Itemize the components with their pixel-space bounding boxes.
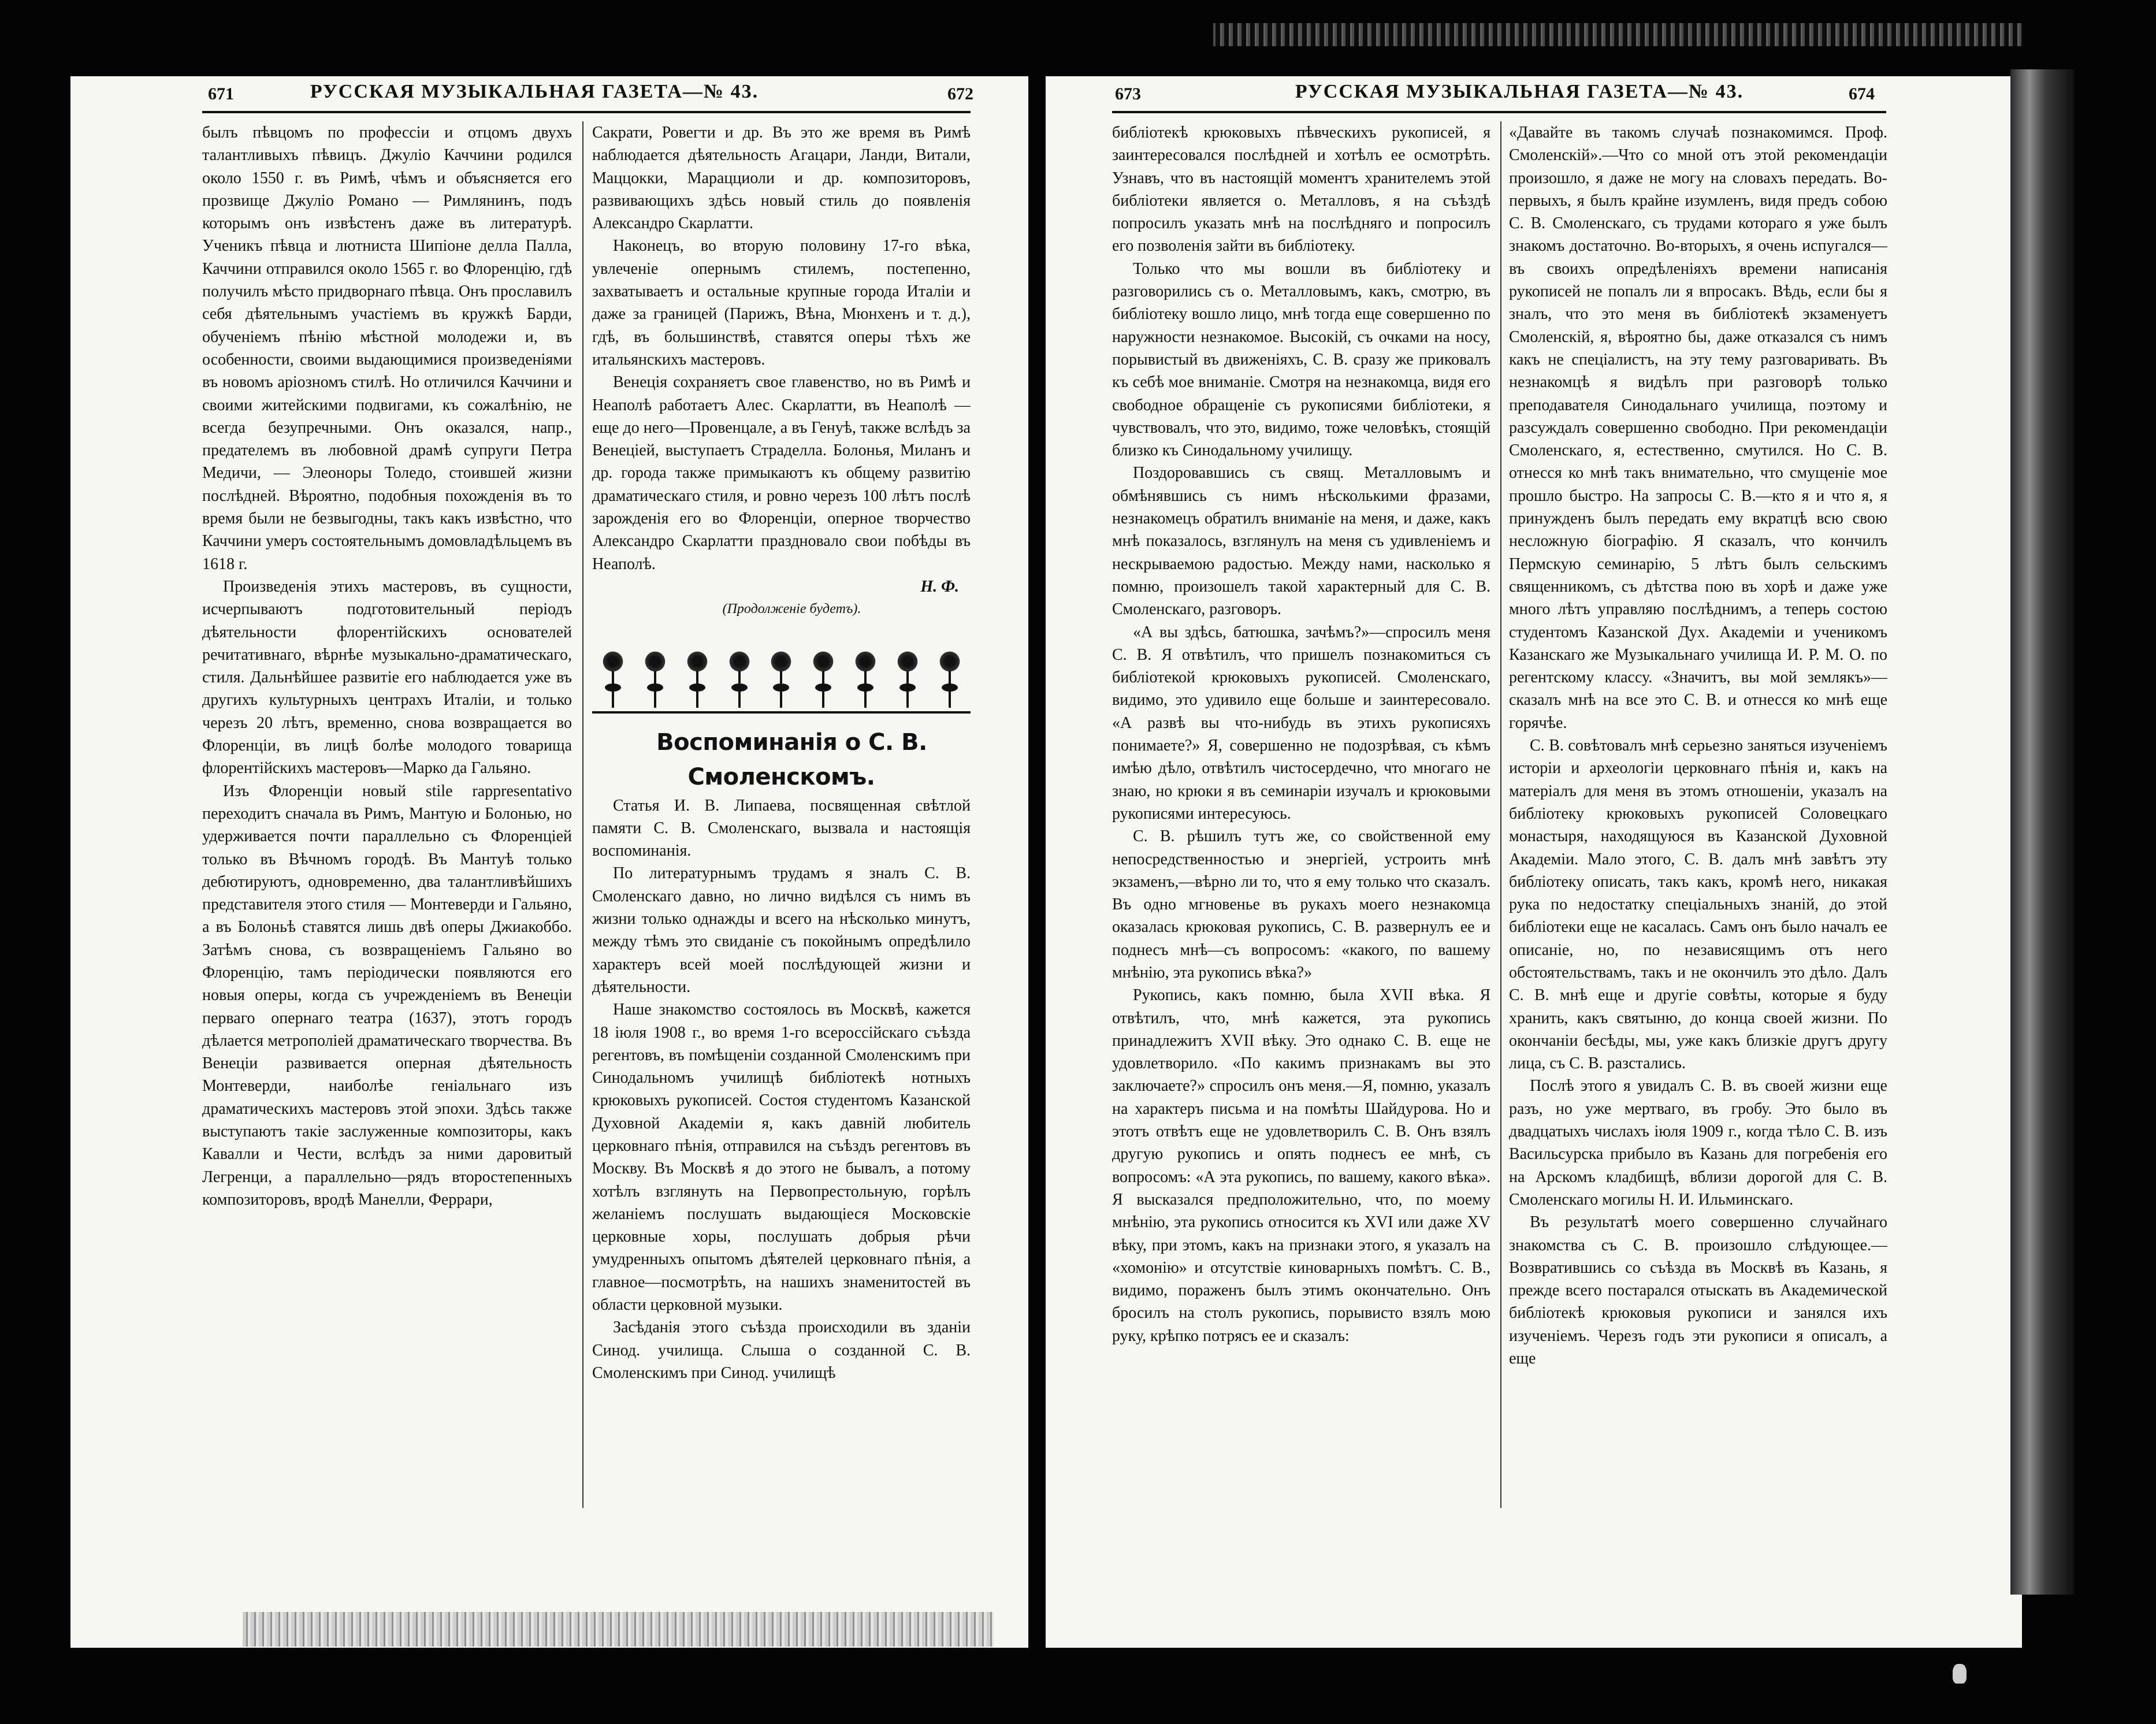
paragraph: Наконецъ, во вторую половину 17-го вѣка, увлеченіе опернымъ стилемъ, постепенно, захватываетъ и остальные крупные города Италіи и даже за границей (Парижъ, Вѣна, Мюнхенъ и т. д.), гдѣ, въ большинствѣ, ставятся оперы тѣхъ же итальянскихъ мастеровъ. xyxy=(592,237,971,369)
paragraph: Послѣ этого я увидалъ С. В. въ своей жизни еще разъ, но уже мертваго, въ гробу. Это было въ двадцатыхъ числахъ іюля 1909 г., когда тѣло С. В. изъ Васильсурска прибыло въ Казань для погребенія его на Арскомъ кладбищѣ, вблизи дорогой для С. В. Смоленскаго могилы Н. И. Ильминскаго. xyxy=(1509,1077,1887,1209)
paragraph: Сакрати, Ровегти и др. Въ это же время въ Римѣ наблюдается дѣятельность Агацари, Ланди, Витали, Маццокки, Марацциоли и др. композиторовъ, развивающихъ здѣсь новый стиль до появленія Александро Скарлатти. xyxy=(592,124,971,233)
paragraph: С. В. рѣшилъ тутъ же, со свойственной ему непосредственностью и энергіей, устроить мнѣ экзаменъ,—вѣрно ли то, что я ему только что сказалъ. Въ одно мгновенье въ рукахъ моего незнакомца оказалась крюковая рукопись, С. В. развернулъ ее и поднесъ мнѣ—съ вопросомъ: «какого, по вашему мнѣнію, эта рукопись вѣка?» xyxy=(1112,827,1490,982)
flower-icon xyxy=(685,650,710,708)
paragraph: Статья И. В. Липаева, посвященная свѣтлой памяти С. В. Смоленскаго, вызвала и настоящія воспоминанія. xyxy=(592,796,971,860)
right-column-divider xyxy=(1500,121,1501,1508)
flower-icon xyxy=(895,650,920,708)
paragraph: Рукопись, какъ помню, была XVII вѣка. Я отвѣтилъ, что, мнѣ кажется, эта рукопись принадлежитъ XVII вѣку. Это однако С. В. еще не удовлетворило. «По какимъ признакамъ вы это заключаете?» спросилъ онъ меня.—Я, помню, указалъ на характеръ письма и на помѣты Шайдурова. Но и этотъ отвѣтъ еще не удовлетворилъ С. В. Онъ взялъ другую рукопись и опять поднесъ ее мнѣ, съ вопросомъ: «А эта рукопись, по вашему, какого вѣка». Я высказался предположительно, что, по моему мнѣнію, эта рукопись относится къ XVI или даже XV вѣку, при этомъ, какъ на признаки этого, я указалъ на «хомонію» и отсутствіе киноварныхъ помѣтъ. С. В., видимо, пораженъ былъ этимъ окончательно. Онъ бросилъ на столъ рукопись, порывисто взялъ мою руку, крѣпко потрясъ ее и сказалъ: xyxy=(1112,986,1490,1345)
paragraph: По литературнымъ трудамъ я зналъ С. В. Смоленскаго давно, но лично видѣлся съ нимъ въ жизни только однажды и всего на нѣсколько минутъ, между тѣмъ это свиданіе съ покойнымъ опредѣлило характеръ всей моей послѣдующей жизни и дѣятельности. xyxy=(592,864,971,996)
paragraph: Наше знакомство состоялось въ Москвѣ, кажется 18 іюля 1908 г., во время 1-го всероссійскаго съѣзда регентовъ, въ помѣщеніи созданной Смоленскимъ при Синодальномъ училищѣ библіотекѣ нотныхъ крюковыхъ рукописей. Состоя студентомъ Казанской Духовной Академіи я, какъ давній любитель церковнаго пѣнія, отправился на съѣздъ регентовъ въ Москву. Въ Москвѣ я до этого не бывалъ, а потому хотѣлъ взглянуть на Первопрестольную, горѣлъ желаніемъ послушать выдающіеся Московскіе церковные хоры, послушать добрыя рѣчи умудренныхъ опытомъ дѣятелей церковнаго пѣнія, а главное—посмотрѣть, на нашихъ знаменитостей въ области церковной музыки. xyxy=(592,1001,971,1314)
page-number-673: 673 xyxy=(1115,84,1141,103)
page-number-672: 672 xyxy=(947,84,973,103)
paragraph: С. В. совѣтовалъ мнѣ серьезно заняться изученіемъ исторіи и археологіи церковнаго пѣнія и, какъ на матеріалъ для меня въ этомъ отношеніи, указалъ на библіотеку крюковыхъ рукописей Соловецкаго монастыря, находящуюся въ Казанской Духовной Академіи. Мало этого, С. В. далъ мнѣ завѣтъ эту библіотеку описать, такъ какъ, кромѣ него, никакая рука по недостатку спеціальныхъ знаній, до этой библіотеки еще не касалась. Самъ онъ было началъ ее описаніе, но, по независящимъ отъ него обстоятельствамъ, такъ и не окончилъ это дѣло. Далъ С. В. мнѣ еще и другіе совѣты, которые я буду хранить, какъ святыню, до конца своей жизни. По окончаніи бесѣды, мы, уже какъ близкіе другъ другу лица, съ С. В. разстались. xyxy=(1509,737,1887,1073)
article-signature: Н. Ф. xyxy=(920,577,959,596)
paragraph: Венеція сохраняетъ свое главенство, но въ Римѣ и Неаполѣ работаетъ Алес. Скарлатти, въ Неаполѣ — еще до него—Провенцале, а въ Генуѣ, также вслѣдъ за Венеціей, выступаетъ Страделла. Болонья, Миланъ и др. города также примыкаютъ къ общему развитію драматическаго стиля, и ровно черезъ 100 лѣтъ послѣ зарожденія его во Флоренціи, оперное творчество Александро Скарлатти праздновало свои побѣды въ Неаполѣ. xyxy=(592,373,971,573)
continued-note: (Продолженіе будетъ). xyxy=(722,601,861,617)
scan-noise-bottom xyxy=(243,1612,994,1647)
paragraph: «А вы здѣсь, батюшка, зачѣмъ?»—спросилъ меня С. В. Я отвѣтилъ, что пришелъ познакомиться съ библіотекой крюковыхъ рукописей. Смоленскаго, видимо, это удивило еще больше и заинтересовало. «А развѣ вы что-нибудь въ этихъ рукописяхъ понимаете?» Я, совершенно не подозрѣвая, съ кѣмъ имѣю дѣло, отвѣтилъ чистосердечно, что многаго не знаю, но крюки я въ семинаріи изучалъ и крюковыми рукописями интересуюсь. xyxy=(1112,623,1490,823)
page-edge-shadow xyxy=(2010,69,2074,1595)
paragraph: Поздоровавшись съ свящ. Металловымъ и обмѣнявшись съ нимъ нѣсколькими фразами, незнакомецъ обратилъ вниманіе на меня, и даже, какъ мнѣ показалось, взглянулъ на меня съ удивленіемъ и нескрываемою радостью. Между нами, насколько я помню, произошелъ такой характерный для С. В. Смоленскаго, разговоръ. xyxy=(1112,464,1490,619)
flower-ornament xyxy=(592,644,971,714)
right-running-title: РУССКАЯ МУЗЫКАЛЬНАЯ ГАЗЕТА—№ 43. xyxy=(1295,81,1744,102)
section-title: Воспоминанія о С. В. Смоленскомъ. xyxy=(656,729,927,790)
paragraph: Засѣданія этого съѣзда происходили въ зданіи Синод. училища. Слыша о созданной С. В. Смоленскимъ при Синод. училищѣ xyxy=(592,1318,971,1382)
paragraph: «Давайте въ такомъ случаѣ познакомимся. Проф. Смоленскій».—Что со мной отъ этой рекомендаціи произошло, я даже не могу на словахъ передать. Во-первыхъ, я былъ крайне изумленъ, видя предъ собою С. В. Смоленскаго, съ трудами котораго я уже былъ знакомъ достаточно. Во-вторыхъ, я очень испугался—въ своихъ опредѣленіяхъ времени написанія рукописей не попалъ ли я впросакъ. Вѣдь, если бы я зналъ, что это меня въ библіотекѣ экзаменуетъ Смоленскій, я, вѣроятно бы, даже отказался съ нимъ какъ не спеціалистъ, на эту тему разговаривать. Въ незнакомцѣ я видѣлъ при разговорѣ только преподавателя Синодальнаго училища, поэтому и разсуждалъ совершенно свободно. При рекомендаціи Смоленскаго, я, естественно, смутился. Но С. В. отнесся ко мнѣ такъ внимательно, что смущеніе мое прошло быстро. На запросы С. В.—кто я и что я, я принужденъ былъ передать ему вкратцѣ всю свою несложную біографію. Я сказалъ, что кончилъ Пермскую семинарію, 5 лѣтъ былъ сельскимъ священникомъ, съ дѣтства пою въ хорѣ и даже уже много лѣтъ управляю послѣднимъ, а теперь состою студентомъ Казанской Дух. Академіи и ученикомъ Казанскаго же Музыкальнаго училища И. Р. М. О. по регентскому классу. «Значитъ, вы мой землякъ»—сказалъ мнѣ на все это С. В. и отнесся ко мнѣ еще горячѣе. xyxy=(1509,124,1887,732)
flower-icon xyxy=(642,650,668,708)
flower-icon xyxy=(727,650,752,708)
left-header-rule xyxy=(202,111,971,113)
flower-icon xyxy=(811,650,836,708)
paragraph: былъ пѣвцомъ по профессіи и отцомъ двухъ талантливыхъ пѣвицъ. Джуліо Каччини родился около 1550 г. въ Римѣ, чѣмъ и объясняется его прозвище Джуліо Романо — Римлянинъ, подъ которымъ онъ извѣстенъ даже въ литературѣ. Ученикъ пѣвца и лютниста Шипіоне делла Палла, Каччини отправился около 1565 г. во Флоренцію, гдѣ получилъ мѣсто придворнаго пѣвца. Онъ прославилъ себя дѣятельнымъ участіемъ въ кружкѣ Барди, обученіемъ пѣнію мѣстной молодежи и, въ особенности, своими выдающимися произведеніями въ новомъ аріозномъ стилѣ. Но отличился Каччини и своими житейскими подвигами, къ сожалѣнію, не всегда безупречными. Онъ оказался, напр., предателемъ въ любовной драмѣ супруги Петра Медичи, — Элеоноры Толедо, стоившей жизни послѣдней. Вѣроятно, подобныя похожденія въ то время были не безвыгодны, такъ какъ извѣстно, что Каччини умеръ состоятельнымъ домовладѣльцемъ въ 1618 г. xyxy=(202,124,572,573)
page-number-671: 671 xyxy=(208,84,234,103)
flower-icon xyxy=(600,650,626,708)
scan-noise-top xyxy=(1213,23,2022,46)
right-page-column-2 xyxy=(1509,121,1887,1531)
flower-icon xyxy=(937,650,962,708)
paragraph: Изъ Флоренціи новый stile rappresentativo переходитъ сначала въ Римъ, Мантую и Болонью, но удерживается почти параллельно съ Флоренціей только въ Вѣчномъ городѣ. Въ Мантуѣ только дебютируютъ, одновременно, два талантливѣйшихъ представителя этого стиля — Монтеверди и Гальяно, а въ Болоньѣ ставятся лишь двѣ оперы Джиакоббо. Затѣмъ снова, съ возвращеніемъ Гальяно во Флоренцію, тамъ періодически появляются его новыя оперы, когда съ учрежденіемъ въ Венеціи перваго опернаго театра (1637), этотъ городъ дѣлается метрополіей драматическаго творчества. Въ Венеціи развивается оперная дѣятельность Монтеверди, наиболѣе геніальнаго изъ драматическихъ мастеровъ этой эпохи. Здѣсь также выступаютъ такіе заслуженные композиторы, какъ Кавалли и Чести, вслѣдъ за ними даровитый Легренци, а параллельно—рядъ второстепенныхъ композиторовъ, вродѣ Манелли, Феррари, xyxy=(202,782,572,1209)
paragraph: Въ результатѣ моего совершенно случайнаго знакомства съ С. В. произошло слѣдующее.—Возвратившись со съѣзда въ Москвѣ въ Казань, я прежде всего постарался отыскать въ Академической библіотекѣ крюковыя рукописи и занялся ихъ изученіемъ. Черезъ годъ эти рукописи я описалъ, а еще xyxy=(1509,1213,1887,1368)
left-page-column-2 xyxy=(592,121,971,1531)
right-page-header xyxy=(1098,81,1941,110)
flower-icon xyxy=(853,650,878,708)
right-page-column-1 xyxy=(1112,121,1490,1531)
left-page-header xyxy=(87,81,982,110)
paragraph: Только что мы вошли въ библіотеку и разговорились съ о. Металловымъ, какъ, смотрю, въ библіотеку вошло лицо, мнѣ тогда еще совершенно по наружности незнакомое. Высокій, съ очками на носу, порывистый въ движеніяхъ, С. В. сразу же приковалъ къ себѣ мое вниманіе. Смотря на незнакомца, видя его свободное обращеніе съ рукописями библіотеки, я чувствовалъ, что это, видимо, тоже человѣкъ, стоящій близко къ Синодальному училищу. xyxy=(1112,259,1490,460)
left-running-title: РУССКАЯ МУЗЫКАЛЬНАЯ ГАЗЕТА—№ 43. xyxy=(310,81,759,102)
page-number-674: 674 xyxy=(1849,84,1875,103)
right-header-rule xyxy=(1112,111,1886,113)
flower-icon xyxy=(768,650,794,708)
paragraph: библіотекѣ крюковыхъ пѣвческихъ рукописей, я заинтересовался послѣдней и хотѣлъ ее осмотрѣть. Узнавъ, что въ настоящій моментъ хранителемъ этой библіотеки является о. Металловъ, я на съѣздѣ попросилъ указать мнѣ на послѣдняго и попросилъ его позволенія зайти въ библіотеку. xyxy=(1112,124,1490,255)
scan-corner-mark xyxy=(1953,1664,1967,1684)
left-column-divider xyxy=(582,121,583,1508)
paragraph: Произведенія этихъ мастеровъ, въ сущности, исчерпываютъ подготовительный періодъ дѣятельности флорентійскихъ основателей речитативнаго, вѣрнѣе музыкально-драматическаго, стиля. Дальнѣйшее развитіе его наблюдается уже въ другихъ культурныхъ центрахъ Италіи, и только черезъ 20 лѣтъ, временно, снова возвращается во Флоренціи, въ лицѣ болѣе молодого товарища флорентійскихъ мастеровъ—Марко да Гальяно. xyxy=(202,577,572,778)
left-page-column-1 xyxy=(202,121,572,1531)
